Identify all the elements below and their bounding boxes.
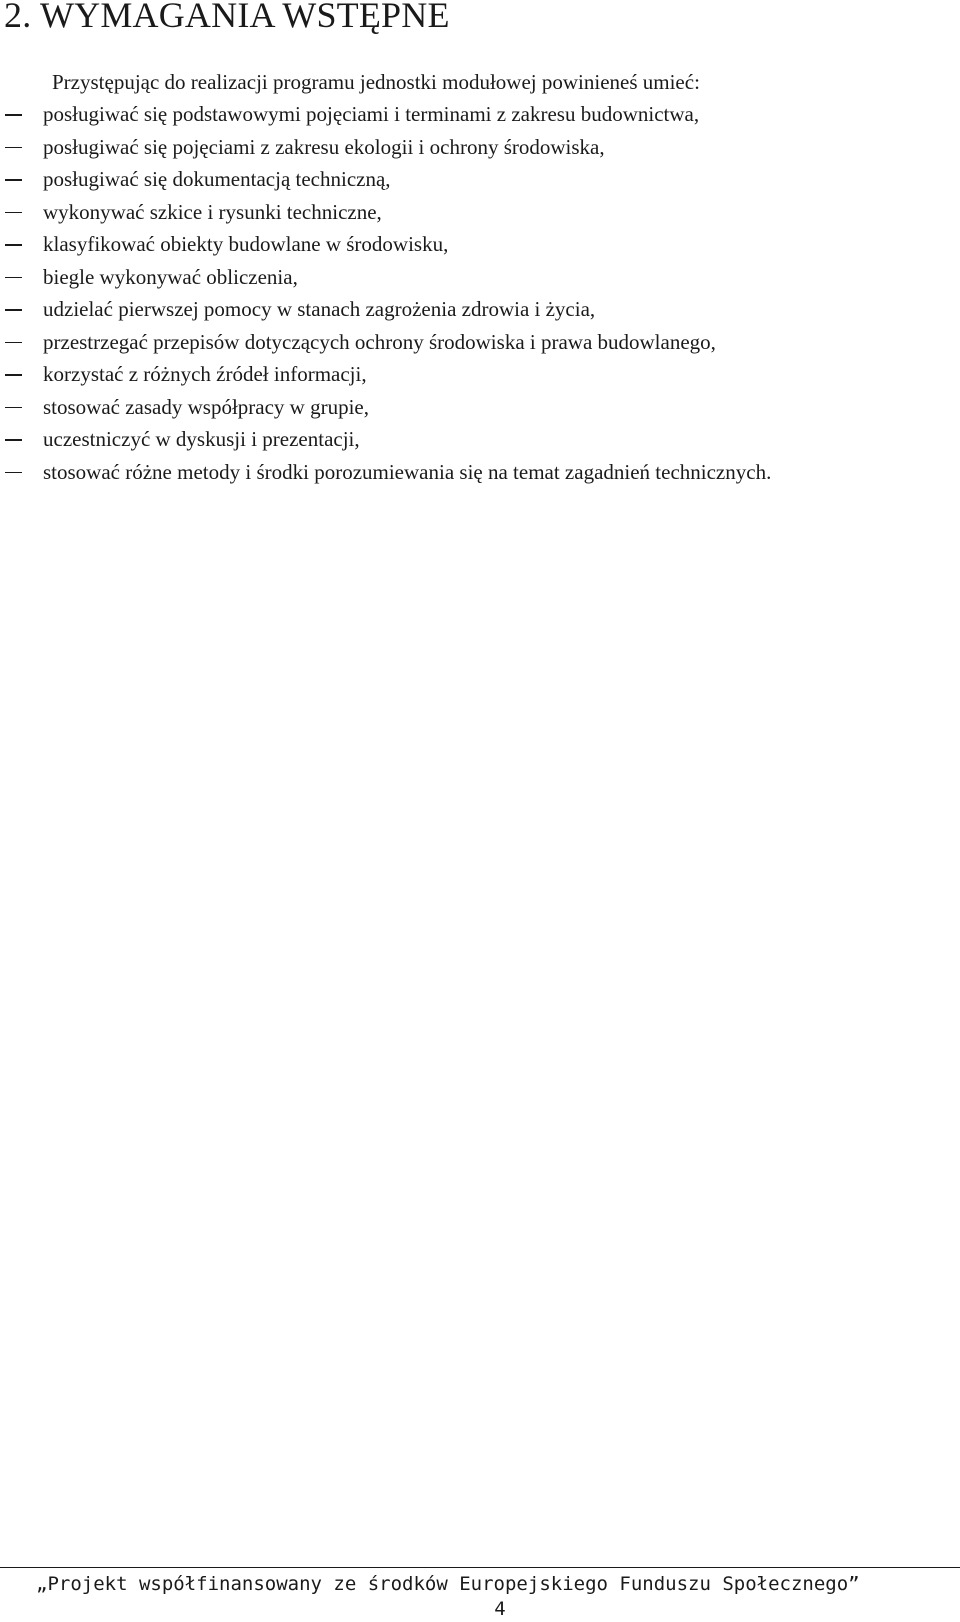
page-number: 4 — [494, 1598, 506, 1620]
list-item-text: posługiwać się pojęciami z zakresu ekologii i ochrony środowiska, — [43, 134, 605, 159]
list-item-text: korzystać z różnych źródeł informacji, — [43, 362, 367, 386]
dash-bullet-icon — [5, 407, 22, 409]
dash-bullet-icon — [5, 114, 22, 116]
intro-paragraph: Przystępując do realizacji programu jednostki modułowej powinieneś umieć: — [52, 70, 700, 94]
dash-bullet-icon — [5, 374, 22, 376]
list-item-text: biegle wykonywać obliczenia, — [43, 264, 298, 289]
list-item-text: stosować zasady współpracy w grupie, — [43, 394, 369, 419]
footer-divider — [0, 1567, 960, 1568]
dash-bullet-icon — [5, 277, 22, 279]
list-item-text: wykonywać szkice i rysunki techniczne, — [43, 199, 382, 224]
dash-bullet-icon — [5, 244, 22, 246]
dash-bullet-icon — [5, 309, 22, 311]
dash-bullet-icon — [5, 179, 22, 181]
list-item-text: udzielać pierwszej pomocy w stanach zagrożenia zdrowia i życia, — [43, 297, 596, 321]
footer-funding-note: „Projekt współfinansowany ze środków Europejskiego Funduszu Społecznego” — [36, 1573, 860, 1595]
page-title: 2. WYMAGANIA WSTĘPNE — [4, 0, 450, 35]
dash-bullet-icon — [5, 472, 22, 474]
dash-bullet-icon — [5, 439, 22, 441]
list-item-text: uczestniczyć w dyskusji i prezentacji, — [43, 427, 360, 451]
list-item-text: przestrzegać przepisów dotyczących ochrony środowiska i prawa budowlanego, — [43, 329, 716, 354]
list-item-text: stosować różne metody i środki porozumiewania się na temat zagadnień technicznych. — [43, 459, 772, 484]
dash-bullet-icon — [5, 342, 22, 344]
dash-bullet-icon — [5, 147, 22, 149]
dash-bullet-icon — [5, 212, 22, 214]
list-item-text: posługiwać się podstawowymi pojęciami i terminami z zakresu budownictwa, — [43, 102, 700, 126]
list-item-text: posługiwać się dokumentacją techniczną, — [43, 167, 391, 191]
list-item-text: klasyfikować obiekty budowlane w środowisku, — [43, 232, 449, 256]
